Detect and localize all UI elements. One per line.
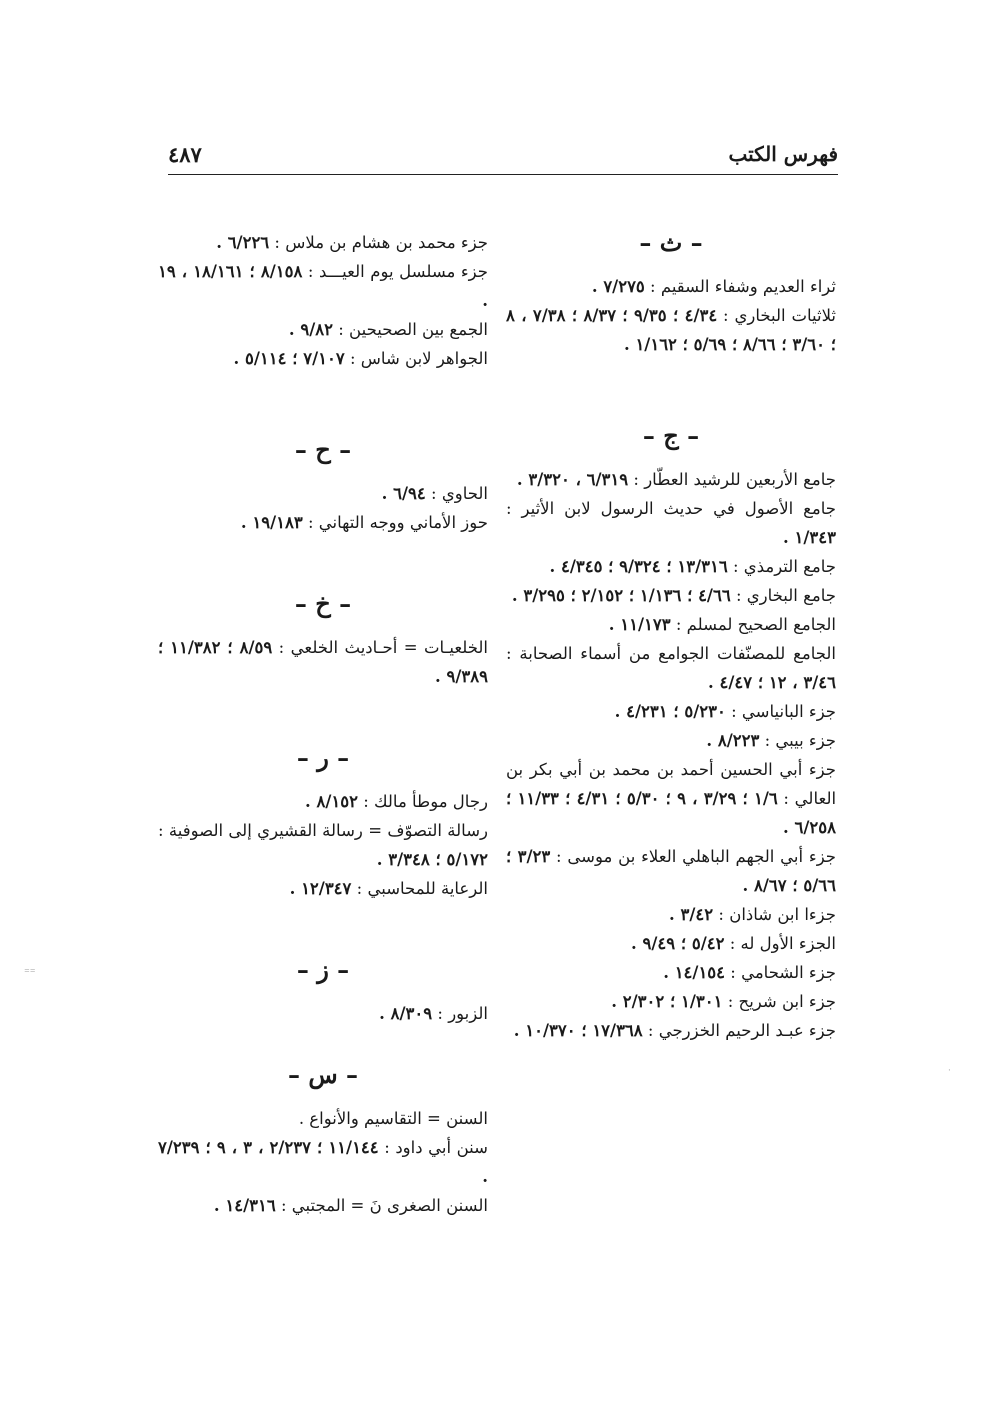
- index-entry: [506, 987, 836, 1016]
- index-entry: [158, 787, 488, 816]
- entry-list: [158, 999, 488, 1028]
- section-spacer: [158, 1028, 488, 1060]
- entry-page-refs: ٦/٢٢٦ .: [216, 233, 270, 252]
- entry-page-refs: ٨/٢٢٣ .: [706, 731, 760, 750]
- entry-page-refs: ٨/٥٩ ؛ ١١/٣٨٢ ؛ ٩/٣٨٩ .: [158, 638, 488, 686]
- entry-page-refs: ٨/١٥٨ ؛ ١٨/١٦١ ، ١٩ .: [158, 262, 488, 310]
- page-header: [168, 138, 838, 175]
- entry-page-refs: ٣/٤٢ .: [669, 905, 714, 924]
- section-letter-heading: – ز –: [296, 955, 350, 984]
- entry-page-refs: ٣/٤٦ ، ١٢ ؛ ٤/٤٧ .: [707, 673, 836, 692]
- index-entry: [506, 494, 836, 552]
- entry-page-refs: ١/٣٤٣ .: [783, 528, 836, 547]
- index-column-left: [158, 228, 488, 1220]
- entry-title: جزء أبي الجهم الباهلي العلاء بن موسى :: [556, 847, 836, 866]
- entry-list: [506, 272, 836, 359]
- entry-title: السنن = التقاسيم والأنواع .: [298, 1109, 488, 1128]
- index-section: [158, 743, 488, 903]
- entry-page-refs: ٧/١٠٧ ؛ ٥/١١٤ .: [233, 349, 345, 368]
- index-section: [158, 955, 488, 1028]
- index-entry: [506, 929, 836, 958]
- index-entry: [506, 552, 836, 581]
- entry-list: [158, 633, 488, 691]
- section-spacer: [158, 903, 488, 955]
- index-entry: [506, 697, 836, 726]
- section-spacer: [158, 537, 488, 589]
- entry-title: السنن الصغرى نَ = المجتبي :: [280, 1196, 488, 1215]
- section-spacer: [506, 1045, 836, 1077]
- entry-page-refs: ١٤/١٥٤ .: [663, 963, 726, 982]
- index-entry: [506, 900, 836, 929]
- entry-title: الجمع بين الصحيحين :: [338, 320, 488, 339]
- index-column-right: [506, 228, 836, 1077]
- entry-page-refs: ٨/٣٠٩ .: [379, 1004, 433, 1023]
- index-entry: [158, 344, 488, 373]
- entry-title: جامع الترمذي :: [732, 557, 836, 576]
- entry-page-refs: ٧/٢٧٥ .: [591, 277, 645, 296]
- entry-page-refs: ٥/٢٣٠ ؛ ٤/٢٣١ .: [614, 702, 726, 721]
- entry-page-refs: ٥/١٧٢ ؛ ٣/٣٤٨ .: [376, 850, 488, 869]
- entry-page-refs: ٣/٢٣ ؛ ٥/٦٦ ؛ ٨/٦٧ .: [506, 847, 836, 895]
- entry-page-refs: ١٤/٣١٦ .: [213, 1196, 276, 1215]
- index-entry: [506, 958, 836, 987]
- index-entry: [158, 1191, 488, 1220]
- index-entry: [158, 999, 488, 1028]
- index-section: [158, 1060, 488, 1220]
- index-section: [158, 435, 488, 537]
- entry-list: [158, 787, 488, 903]
- index-section: [506, 421, 836, 1045]
- entry-title: الجواهر لابن شاس :: [349, 349, 488, 368]
- entry-title: جامع الأربعين للرشيد العطّار :: [633, 470, 836, 489]
- entry-page-refs: ١١/١٧٣ .: [608, 615, 671, 634]
- entry-title: جزء بيبي :: [764, 731, 836, 750]
- entry-title: الزبور :: [437, 1004, 488, 1023]
- entry-title: جزء عبـد الرحيم الخزرجي :: [647, 1021, 836, 1040]
- margin-mark: ⁼⁼: [24, 966, 36, 979]
- entry-title: جزءا ابن شاذان :: [718, 905, 836, 924]
- running-title: فهرس الكتب: [728, 142, 838, 166]
- index-entry: [158, 1104, 488, 1133]
- section-spacer: [158, 373, 488, 435]
- entry-list: [158, 479, 488, 537]
- index-entry: [158, 257, 488, 315]
- entry-title: حوز الأماني ووجه التهاني :: [308, 513, 488, 532]
- entry-page-refs: ٨/١٥٢ .: [304, 792, 358, 811]
- section-letter-heading: – خ –: [294, 589, 352, 618]
- section-letter-heading: – ث –: [639, 228, 703, 257]
- entry-title: الرعاية للمحاسبي :: [356, 879, 488, 898]
- index-entry: [158, 479, 488, 508]
- entry-page-refs: ١٧/٣٦٨ ؛ ١٠/٣٧٠ .: [513, 1021, 643, 1040]
- index-entry: [506, 610, 836, 639]
- stray-mark: ·: [948, 1066, 951, 1076]
- entry-title: الجامع للمصنّفات الجوامع من أسماء الصحابة :: [506, 644, 836, 663]
- entry-title: رجال موطأ مالك :: [363, 792, 488, 811]
- index-entry: [506, 639, 836, 697]
- entry-title: ثراء العديم وشفاء السقيم :: [650, 277, 836, 296]
- index-entry: [506, 1016, 836, 1045]
- entry-title: ثلاثيات البخاري :: [723, 306, 837, 325]
- entry-title: جزء البانياسي :: [731, 702, 836, 721]
- entry-title: سنن أبي داود :: [384, 1138, 488, 1157]
- index-entry: [506, 465, 836, 494]
- entry-page-refs: ١٣/٣١٦ ؛ ٩/٣٢٤ ؛ ٤/٣٤٥ .: [549, 557, 728, 576]
- entry-title: الجامع الصحيح لمسلم :: [675, 615, 836, 634]
- section-letter-heading: – ح –: [294, 435, 352, 464]
- index-entry: [158, 874, 488, 903]
- index-entry: [506, 301, 836, 359]
- page-number: ٤٨٧: [168, 142, 202, 167]
- entry-page-refs: ٤/٣٤ ؛ ٩/٣٥ ؛ ٨/٣٧ ؛ ٧/٣٨ ، ٨ ؛ ٣/٦٠ ؛ ٨/٦٦ ؛ ٥/٦٩ ؛ ١/١٦٢ .: [506, 306, 836, 354]
- entry-title: جزء ابن شريح :: [727, 992, 836, 1011]
- entry-page-refs: ٩/٨٢ .: [288, 320, 333, 339]
- index-section: [158, 228, 488, 373]
- section-spacer: [158, 691, 488, 743]
- entry-page-refs: ٥/٤٢ ؛ ٩/٤٩ .: [631, 934, 725, 953]
- entry-title: جزء أبي الحسين أحمد بن محمد بن أبي بكر بن العالي :: [506, 760, 837, 808]
- index-entry: [506, 842, 836, 900]
- entry-title: جامع البخاري :: [735, 586, 836, 605]
- index-entry: [506, 726, 836, 755]
- index-entry: [158, 633, 488, 691]
- entry-page-refs: ٤/٦٦ ؛ ١/١٣٦ ؛ ٢/١٥٢ ؛ ٣/٢٩٥ .: [511, 586, 731, 605]
- entry-page-refs: ٦/٩٤ .: [381, 484, 426, 503]
- index-entry: [506, 755, 836, 842]
- entry-list: [158, 1104, 488, 1220]
- index-entry: [158, 315, 488, 344]
- entry-title: جزء الشحامي :: [730, 963, 836, 982]
- section-spacer: [506, 359, 836, 421]
- entry-list: [506, 465, 836, 1045]
- entry-title: الخلعيـات = أحـاديث الخلعي :: [278, 638, 488, 657]
- entry-page-refs: ١١/١٤٤ ؛ ٢/٢٣٧ ، ٣ ، ٩ ؛ ٧/٢٣٩ .: [158, 1138, 488, 1186]
- entry-page-refs: ٦/٣١٩ ، ٣/٣٢٠ .: [516, 470, 629, 489]
- index-entry: [506, 272, 836, 301]
- entry-title: رسالة التصوّف = رسالة القشيري إلى الصوفية :: [158, 821, 488, 840]
- entry-list: [158, 228, 488, 373]
- entry-page-refs: ١٩/١٨٣ .: [240, 513, 303, 532]
- index-section: [158, 589, 488, 691]
- entry-page-refs: ١/٦ ؛ ٣/٢٩ ، ٩ ؛ ٥/٣٠ ؛ ٤/٣١ ؛ ١١/٣٣ ؛ ٦/٢٥٨ .: [506, 789, 836, 837]
- entry-title: الجزء الأول له :: [729, 934, 836, 953]
- entry-title: جزء محمد بن هشام بن ملاس :: [274, 233, 488, 252]
- section-letter-heading: – ج –: [642, 421, 700, 450]
- entry-page-refs: ١٢/٣٤٧ .: [289, 879, 352, 898]
- index-entry: [158, 508, 488, 537]
- index-entry: [506, 581, 836, 610]
- index-entry: [158, 1133, 488, 1191]
- index-entry: [158, 816, 488, 874]
- entry-title: الحاوي :: [431, 484, 488, 503]
- section-letter-heading: – ر –: [296, 743, 350, 772]
- entry-page-refs: ١/٣٠١ ؛ ٢/٣٠٢ .: [611, 992, 723, 1011]
- index-entry: [158, 228, 488, 257]
- entry-title: جزء مسلسل يوم العيـــد :: [307, 262, 488, 281]
- index-section: [506, 228, 836, 359]
- entry-title: جامع الأصول في حديث الرسول لابن الأثير :: [506, 499, 836, 518]
- section-letter-heading: – س –: [287, 1060, 358, 1089]
